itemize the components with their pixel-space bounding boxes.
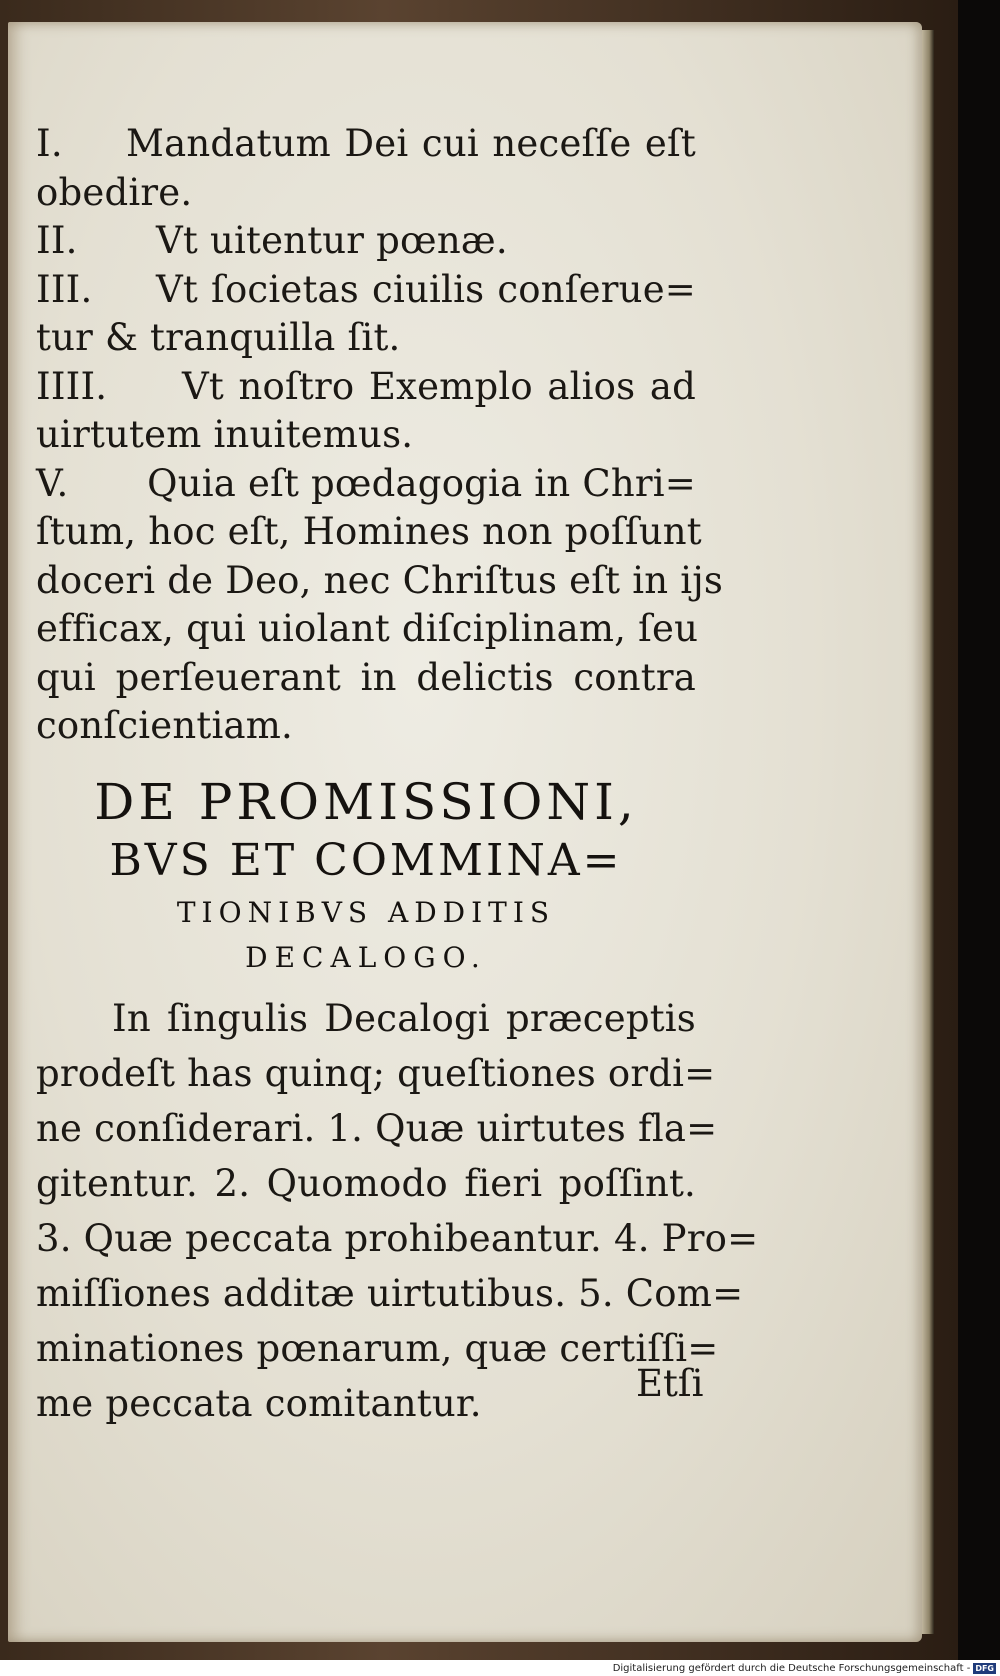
item-text: Mandatum Dei cui neceſſe eſt [126,122,696,165]
item-text: tur & tranquilla ſit. [36,316,401,359]
paragraph-line: gitentur. 2. Quomodo fieri poſſint. [36,1161,696,1205]
digitization-footer [0,1660,1000,1676]
page-text [36,120,759,1431]
dfg-logo-icon: DFG [975,1663,994,1673]
item-text: qui perſeuerant in delictis contra [36,655,696,699]
paragraph-line: ne conſiderari. 1. Quæ uirtutes fla= [36,1106,718,1150]
paragraph-line: miſſiones additæ uirtutibus. 5. Com= [36,1271,744,1315]
item-text: Quia eſt pœdagogia in Chri= [147,461,696,505]
item-number: V. [36,461,69,505]
item-text: Vt noſtro Exemplo alios ad [182,364,696,408]
item-text: conſcientiam. [36,704,294,747]
item-text: uirtutem inuitemus. [36,413,414,456]
item-text: doceri de Deo, nec Chriſtus eſt in ijs [36,558,724,602]
item-text: efficax, qui uiolant diſciplinam, ſeu [36,607,699,650]
list-item [36,120,696,169]
page-fore-edge [922,30,934,1634]
item-text: Vt ſocietas ciuilis conſerue= [156,267,696,311]
list-item [36,363,696,412]
heading-line: BVS ET COMMINA= [109,834,623,886]
paragraph-line: me peccata comitantur. [36,1381,482,1425]
list-item [36,460,696,509]
item-number: IIII. [36,364,108,408]
paragraph-line: 3. Quæ peccata prohibeantur. 4. Pro= [36,1216,759,1260]
item-text: Vt uitentur pœnæ. [156,219,508,262]
item-text: ſtum, hoc eſt, Homines non poſſunt [36,510,702,553]
item-number: III. [36,267,93,311]
item-number: I. [36,122,63,165]
heading-line: DECALOGO. [245,940,487,974]
item-number: II. [36,219,78,262]
list-item [36,217,696,266]
catchword: Etſi [636,1362,704,1405]
paragraph-line: prodeſt has quinq; queſtiones ordi= [36,1051,716,1095]
list-item [36,266,696,315]
item-text: obedire. [36,170,193,214]
footer-credit: Digitalisierung gefördert durch die Deutsche Forschungsgemeinschaft - [612,1662,971,1674]
paragraph-line: In ſingulis Decalogi præceptis [112,996,696,1040]
body-paragraph [36,991,759,1431]
paragraph-line: minationes pœnarum, quæ certiſſi= [36,1326,719,1370]
heading-line: DE PROMISSIONI, [94,772,638,831]
section-heading [36,771,696,979]
heading-line: TIONIBVS ADDITIS [176,895,556,929]
